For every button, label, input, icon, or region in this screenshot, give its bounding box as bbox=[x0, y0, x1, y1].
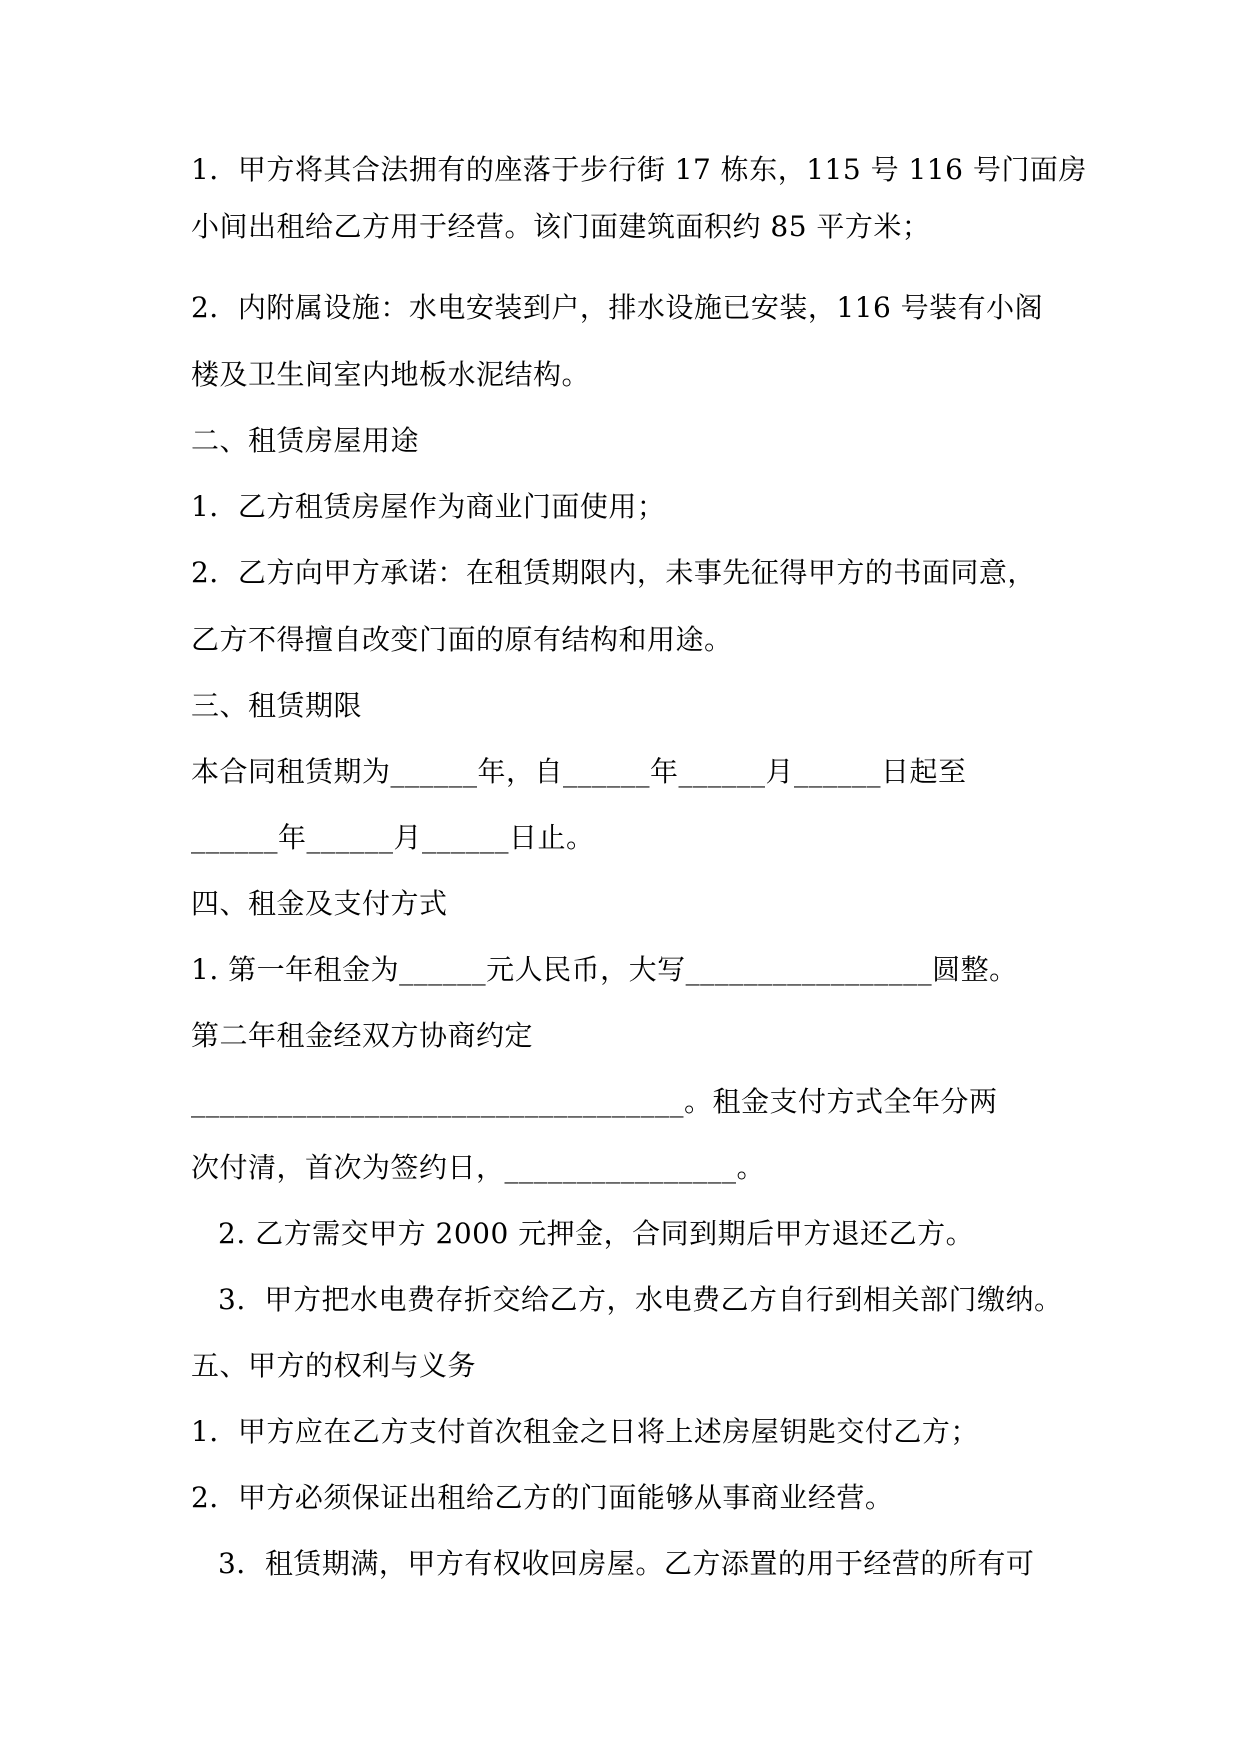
section-heading: 四、租金及支付方式 bbox=[191, 887, 448, 920]
text-line: 2．乙方向甲方承诺：在租赁期限内，未事先征得甲方的书面同意， bbox=[191, 556, 1036, 589]
text-line: 次付清，首次为签约日，________________。 bbox=[191, 1151, 766, 1184]
section-heading: 二、租赁房屋用途 bbox=[191, 424, 420, 457]
text-line: __________________________________。租金支付方式全年分两 bbox=[191, 1085, 998, 1118]
section-heading: 五、甲方的权利与义务 bbox=[191, 1349, 477, 1382]
text-line: 乙方不得擅自改变门面的原有结构和用途。 bbox=[191, 623, 733, 656]
text-line: 2．内附属设施：水电安装到户，排水设施已安装，116 号装有小阁 bbox=[191, 291, 1044, 324]
text-line: 楼及卫生间室内地板水泥结构。 bbox=[191, 358, 591, 391]
text-line: 3. 甲方把水电费存折交给乙方，水电费乙方自行到相关部门缴纳。 bbox=[218, 1283, 1063, 1316]
text-line: 3．租赁期满，甲方有权收回房屋。乙方添置的用于经营的所有可 bbox=[218, 1547, 1035, 1580]
text-line: 1. 第一年租金为______元人民币，大写_________________圆整。 bbox=[191, 953, 1018, 986]
text-line: 第二年租金经双方协商约定 bbox=[191, 1019, 534, 1052]
text-line: 小间出租给乙方用于经营。该门面建筑面积约 85 平方米； bbox=[191, 210, 931, 243]
text-line: 本合同租赁期为______年，自______年______月______日起至 bbox=[191, 755, 967, 788]
text-line: 1．甲方应在乙方支付首次租金之日将上述房屋钥匙交付乙方； bbox=[191, 1415, 979, 1448]
text-line: ______年______月______日止。 bbox=[191, 821, 595, 854]
section-heading: 三、租赁期限 bbox=[191, 689, 363, 722]
text-line: 2．甲方必须保证出租给乙方的门面能够从事商业经营。 bbox=[191, 1481, 894, 1514]
text-line: 1．乙方租赁房屋作为商业门面使用； bbox=[191, 490, 666, 523]
text-line: 2. 乙方需交甲方 2000 元押金，合同到期后甲方退还乙方。 bbox=[218, 1217, 975, 1250]
text-line: 1．甲方将其合法拥有的座落于步行街 17 栋东，115 号 116 号门面房 bbox=[191, 153, 1087, 186]
